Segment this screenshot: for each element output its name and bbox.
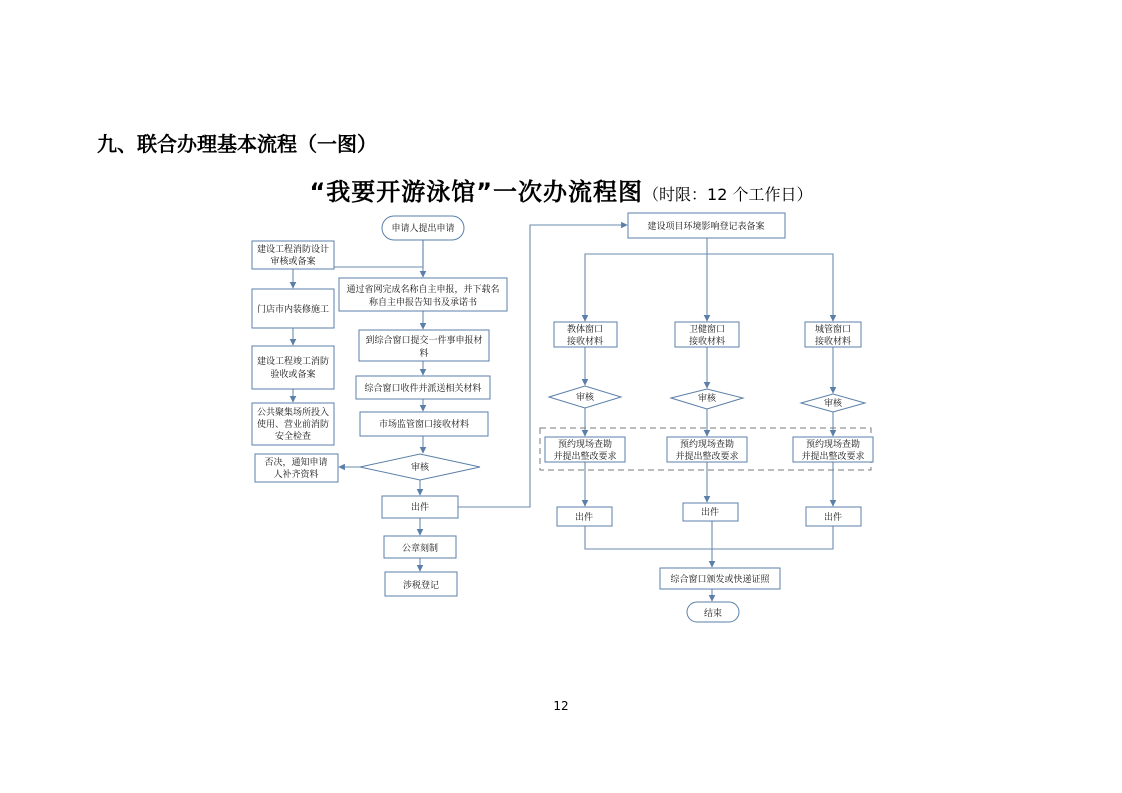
city-window-node <box>805 322 861 347</box>
page-number: 12 <box>553 699 569 713</box>
svg-text:审核或备案: 审核或备案 <box>270 257 316 267</box>
submit-window-node <box>359 330 489 361</box>
svg-text:卫健窗口: 卫健窗口 <box>688 325 726 335</box>
issue-node-city <box>806 507 861 526</box>
svg-text:申请人提出申请: 申请人提出申请 <box>391 224 455 234</box>
public-venue-check-node <box>252 403 334 445</box>
svg-text:结束: 结束 <box>703 609 723 619</box>
start-node <box>382 216 464 240</box>
svg-text:门店市内装修施工: 门店市内装修施工 <box>256 305 330 315</box>
svg-text:预约现场查勘: 预约现场查勘 <box>557 440 613 450</box>
edu-window-node <box>554 322 617 347</box>
svg-text:出件: 出件 <box>574 513 594 523</box>
dispatch-node <box>356 376 490 399</box>
market-receive-node <box>360 412 488 436</box>
svg-text:使用、营业前消防: 使用、营业前消防 <box>256 420 330 430</box>
svg-text:通过省网完成名称自主申报，并下载名: 通过省网完成名称自主申报，并下载名 <box>346 285 500 295</box>
svg-text:建设工程竣工消防: 建设工程竣工消防 <box>256 357 330 367</box>
issue-node-edu <box>557 507 612 526</box>
end-node <box>687 602 739 622</box>
issue-node-health <box>683 503 738 521</box>
svg-text:审核: 审核 <box>697 394 717 404</box>
svg-text:接收材料: 接收材料 <box>566 337 604 347</box>
svg-text:预约现场查勘: 预约现场查勘 <box>679 440 735 450</box>
review-decision-health <box>671 389 743 409</box>
svg-text:公共聚集场所投入: 公共聚集场所投入 <box>256 408 330 418</box>
svg-text:审核: 审核 <box>823 399 843 409</box>
svg-text:到综合窗口提交一件事申报材: 到综合窗口提交一件事申报材 <box>365 336 483 346</box>
svg-text:公章刻制: 公章刻制 <box>401 544 439 554</box>
tax-registration-node <box>385 572 457 596</box>
title-time-limit: （时限：12 个工作日） <box>643 185 813 204</box>
svg-text:综合窗口颁发或快递证照: 综合窗口颁发或快递证照 <box>670 575 770 585</box>
svg-text:接收材料: 接收材料 <box>688 337 726 347</box>
svg-text:人补齐资料: 人补齐资料 <box>273 470 319 480</box>
review-decision-edu <box>549 386 621 408</box>
svg-text:并提出整改要求: 并提出整改要求 <box>801 452 865 462</box>
fire-design-node <box>252 241 334 269</box>
inspection-node-health <box>667 437 747 462</box>
svg-text:称自主申报告知书及承诺书: 称自主申报告知书及承诺书 <box>368 298 478 308</box>
svg-text:并提出整改要求: 并提出整改要求 <box>553 452 617 462</box>
inspection-node-city <box>793 437 873 462</box>
reject-node <box>255 454 338 482</box>
svg-text:否决，通知申请: 否决，通知申请 <box>264 458 328 468</box>
svg-text:出件: 出件 <box>410 503 430 513</box>
inspection-node-edu <box>545 437 625 462</box>
svg-text:审核: 审核 <box>410 463 430 473</box>
svg-text:并提出整改要求: 并提出整改要求 <box>675 452 739 462</box>
svg-text:预约现场查勘: 预约现场查勘 <box>805 440 861 450</box>
svg-text:安全检查: 安全检查 <box>274 432 312 442</box>
env-record-node <box>628 213 785 238</box>
svg-text:综合窗口收件并派送相关材料: 综合窗口收件并派送相关材料 <box>364 384 482 394</box>
seal-engraving-node <box>384 536 456 558</box>
health-window-node <box>675 322 739 347</box>
review-decision-city <box>801 394 865 412</box>
issue-node-main <box>382 496 458 518</box>
svg-text:验收或备案: 验收或备案 <box>270 370 316 380</box>
section-heading: 九、联合办理基本流程（一图） <box>97 132 377 156</box>
svg-text:市场监管窗口接收材料: 市场监管窗口接收材料 <box>378 420 470 430</box>
final-delivery-node <box>660 568 780 589</box>
svg-text:教体窗口: 教体窗口 <box>566 325 604 335</box>
svg-text:建设工程消防设计: 建设工程消防设计 <box>256 245 330 255</box>
review-decision-main <box>360 454 480 480</box>
svg-text:接收材料: 接收材料 <box>814 337 852 347</box>
svg-text:建设项目环境影响登记表备案: 建设项目环境影响登记表备案 <box>647 222 765 232</box>
main-title: “我要开游泳馆”一次办流程图 <box>309 178 644 206</box>
online-name-node <box>339 278 507 311</box>
fire-acceptance-node <box>252 346 334 389</box>
svg-text:出件: 出件 <box>823 513 843 523</box>
decoration-node <box>252 289 334 328</box>
svg-text:审核: 审核 <box>575 393 595 403</box>
svg-text:料: 料 <box>419 349 429 359</box>
svg-text:城管窗口: 城管窗口 <box>814 325 852 335</box>
svg-text:涉税登记: 涉税登记 <box>402 581 440 591</box>
svg-text:出件: 出件 <box>700 508 720 518</box>
